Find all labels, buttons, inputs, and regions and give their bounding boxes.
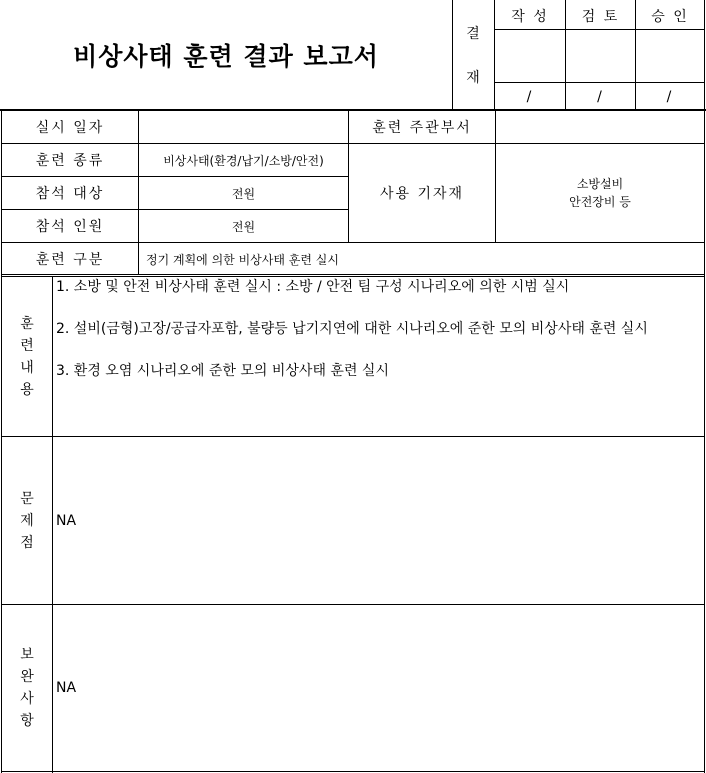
attendees-value[interactable]: 전원 (231, 219, 256, 234)
category-label: 훈련 구분 (35, 252, 105, 268)
approval-label-char: 재 (466, 70, 480, 86)
approval-date-approver[interactable]: / (666, 88, 674, 105)
equipment-value-line: 안전장비 등 (569, 195, 631, 209)
page-title: 비상사태 훈련 결과 보고서 (73, 42, 379, 71)
supplement-section-label (2, 605, 52, 771)
date-value[interactable] (139, 111, 348, 143)
dept-label: 훈련 주관부서 (372, 120, 472, 136)
supplement-label-char: 완 (20, 669, 34, 685)
problem-label-char: 점 (20, 534, 34, 551)
content-label-char: 내 (20, 359, 34, 376)
content-section-body[interactable] (56, 277, 696, 382)
problem-label-char: 제 (20, 512, 34, 529)
date-label: 실시 일자 (35, 120, 105, 136)
problem-label-char: 문 (20, 490, 34, 507)
equipment-value[interactable] (496, 144, 704, 242)
approval-label-char: 결 (466, 26, 480, 42)
category-value[interactable]: 정기 계획에 의한 비상사태 훈련 실시 (146, 252, 339, 267)
approval-date-reviewer[interactable]: / (597, 88, 604, 105)
approval-date-author[interactable]: / (526, 88, 534, 105)
approval-sign-author[interactable] (495, 30, 565, 82)
content-label-char: 련 (20, 337, 34, 354)
content-section-label (2, 277, 52, 436)
target-label: 참석 대상 (35, 186, 105, 202)
approval-header-author: 작 성 (511, 8, 549, 25)
content-item: 3. 환경 오염 시나리오에 준한 모의 비상사태 훈련 실시 (56, 363, 389, 379)
content-item: 1. 소방 및 안전 비상사태 훈련 실시 : 소방 / 안전 팀 구성 시나리오에 의한 시범 실시 (56, 279, 570, 295)
equipment-value-line: 소방설비 (576, 177, 624, 191)
type-label: 훈련 종류 (35, 153, 105, 169)
content-label-char: 용 (20, 381, 34, 398)
approval-header-approver: 승 인 (651, 8, 689, 25)
target-value[interactable]: 전원 (231, 186, 256, 201)
supplement-label-char: 보 (20, 647, 34, 663)
supplement-label-char: 항 (20, 713, 34, 729)
type-value[interactable]: 비상사태(환경/납기/소방/안전) (163, 153, 324, 168)
approval-sign-reviewer[interactable] (566, 30, 635, 82)
content-label-char: 훈 (20, 315, 34, 332)
supplement-section-body[interactable]: NA (56, 680, 77, 696)
supplement-label-char: 사 (20, 691, 34, 707)
content-item: 2. 설비(금형)고장/공급자포함, 불량등 납기지연에 대한 시나리오에 준한 모의 비상사태 훈련 실시 (56, 321, 648, 337)
problem-section-label (2, 437, 52, 604)
dept-value[interactable] (496, 111, 704, 143)
problem-section-body[interactable]: NA (56, 512, 77, 529)
approval-sign-approver[interactable] (636, 30, 704, 82)
approval-header-reviewer: 검 토 (581, 8, 620, 25)
attendees-label: 참석 인원 (35, 219, 105, 235)
approval-label (453, 2, 493, 110)
equipment-label: 사용 기자재 (379, 186, 465, 202)
